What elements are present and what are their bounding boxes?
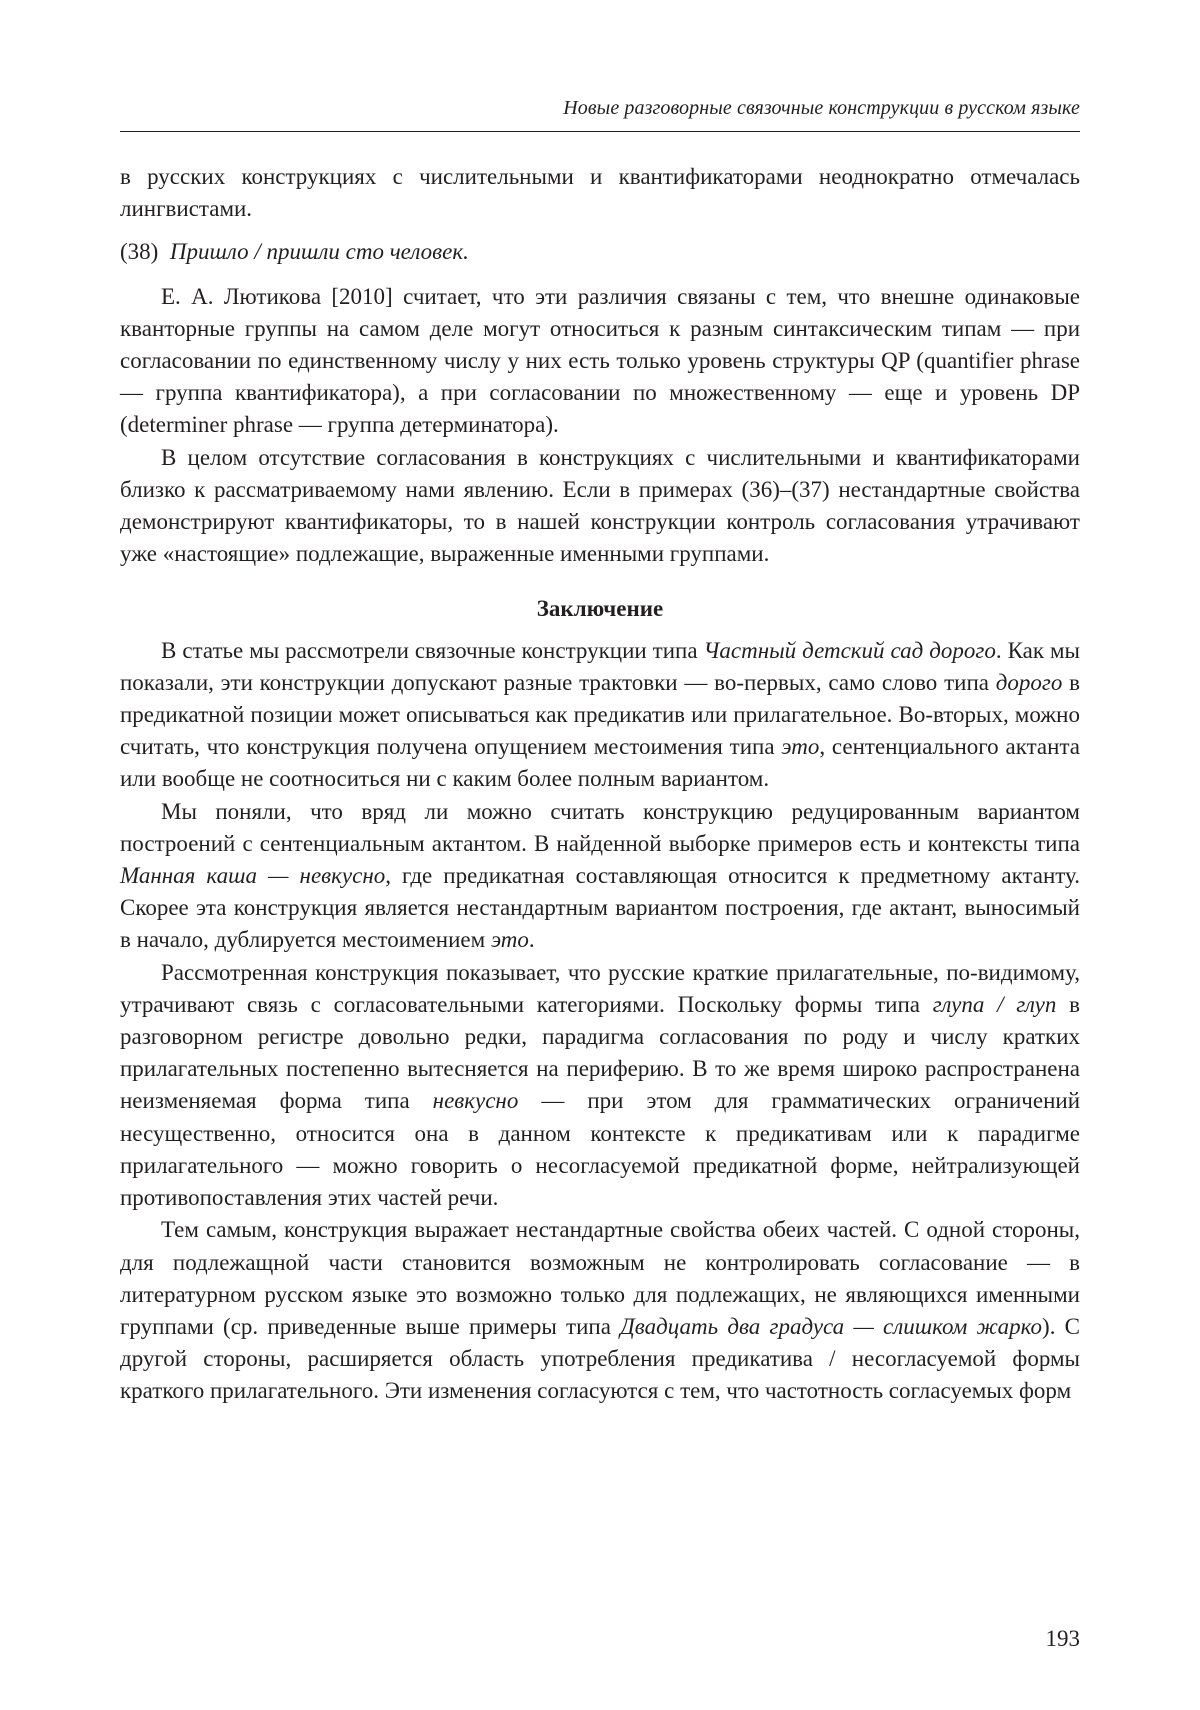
italic-example: Частный детский сад дорого — [703, 637, 996, 663]
paragraph-conclusion-2 — [120, 796, 1080, 957]
section-heading-conclusion: Заключение — [536, 596, 664, 622]
text-run: Рассмотренная конструкция показывает, что русские краткие прилагательные, по-видимому, утрачивают связь с согласовательными категориями. Поскольку формы типа — [120, 959, 1080, 1017]
text-run: Мы поняли, что вряд ли можно считать конструкцию редуцированным вариантом построений с сентенциальным актантом. В найденной выборке примеров есть и контексты типа — [120, 798, 1080, 856]
text-run: в предикатной позиции может описываться как предикатив или прилагательное. Во-вторых, можно считать, что конструкция получена опущением местоимения типа — [120, 669, 1080, 760]
text-run: . — [528, 927, 535, 953]
italic-example: это — [490, 927, 529, 953]
text-run: Тем самым, конструкция выражает нестандартные свойства обеих частей. С одной стороны, для подлежащной части становится возможным не контролировать согласование — в литературном русском языке это возможно только для подлежащих, не являющихся именными группами (ср. приведенные выше примеры типа — [120, 1217, 1080, 1339]
text-run: в разговорном регистре довольно редки, парадигма согласования по роду и числу кратких прилагательных постепенно вытесняется на периферию. В то же время широко распространена неизменяемая форма типа — [120, 991, 1080, 1114]
paragraph-continuation: в русских конструкциях с числительными и квантификаторами неоднократно отмечалась лингвистами. — [120, 164, 1080, 222]
page-number: 193 — [1045, 1626, 1080, 1651]
italic-example: дорого — [995, 669, 1063, 695]
italic-example: глупа / глуп — [932, 991, 1057, 1017]
text-run: . Как мы показали, эти конструкции допускают разные трактовки — во-первых, само слово типа — [120, 637, 1080, 695]
italic-example: Двадцать два градуса — слишком жарко — [620, 1313, 1043, 1339]
italic-example: Манная каша — невкусно — [120, 863, 386, 889]
text-run: , где предикатная составляющая относится к предметному актанту. Скорее эта конструкция является нестандартным вариантом построения, где актант, выносимый в начало, дублируется местоимением — [120, 863, 1080, 953]
document-page — [120, 0, 1080, 1710]
text-run: — при этом для грамматических ограничений несущественно, относится она в данном контексте к предикативам или к парадигме прилагательного — можно говорить о несогласуемой предикатной форме, нейтрализующей противопоставления этих частей речи. — [120, 1088, 1080, 1211]
paragraph-conclusion-4 — [120, 1214, 1080, 1407]
example-text: Пришло / пришли сто человек. — [169, 239, 469, 265]
paragraph-agreement: В целом отсутствие согласования в конструкциях с числительными и квантификаторами близко к рассматриваемому нами явлению. Если в примерах (36)–(37) нестандартные свойства демонстрируют квантификаторы, то в нашей конструкции контроль согласования утрачивают уже «настоящие» подлежащие, выраженные именными группами. — [120, 444, 1080, 567]
paragraph-conclusion-1 — [120, 635, 1080, 796]
paragraph-conclusion-3 — [120, 957, 1080, 1215]
example-38 — [120, 236, 1080, 268]
text-run: , сентенциального актанта или вообще не соотноситься ни с каким более полным вариантом. — [120, 734, 1080, 792]
paragraph-lyutikova: Е. А. Лютикова [2010] считает, что эти различия связаны с тем, что внешне одинаковые кванторные группы на самом деле могут относиться к разным синтаксическим типам — при согласовании по единственному числу у них есть только уровень структуры QP (quantifier phrase — группа квантификатора), а при согласовании по множественному — еще и уровень DP (determiner phrase — группа детерминатора). — [120, 283, 1080, 438]
text-run: В статье мы рассмотрели связочные конструкции типа — [161, 637, 704, 663]
header-rule — [120, 131, 1080, 132]
text-run: ). С другой стороны, расширяется область употребления предикатива / несогласуемой формы краткого прилагательного. Эти изменения согласуются с тем, что частотность согласуемых форм — [120, 1313, 1081, 1404]
body-text — [120, 161, 1080, 1408]
example-number: (38) — [120, 239, 159, 265]
italic-example: это — [781, 734, 820, 760]
italic-example: невкусно — [432, 1088, 519, 1114]
running-header: Новые разговорные связочные конструкции в русском языке — [563, 97, 1080, 119]
